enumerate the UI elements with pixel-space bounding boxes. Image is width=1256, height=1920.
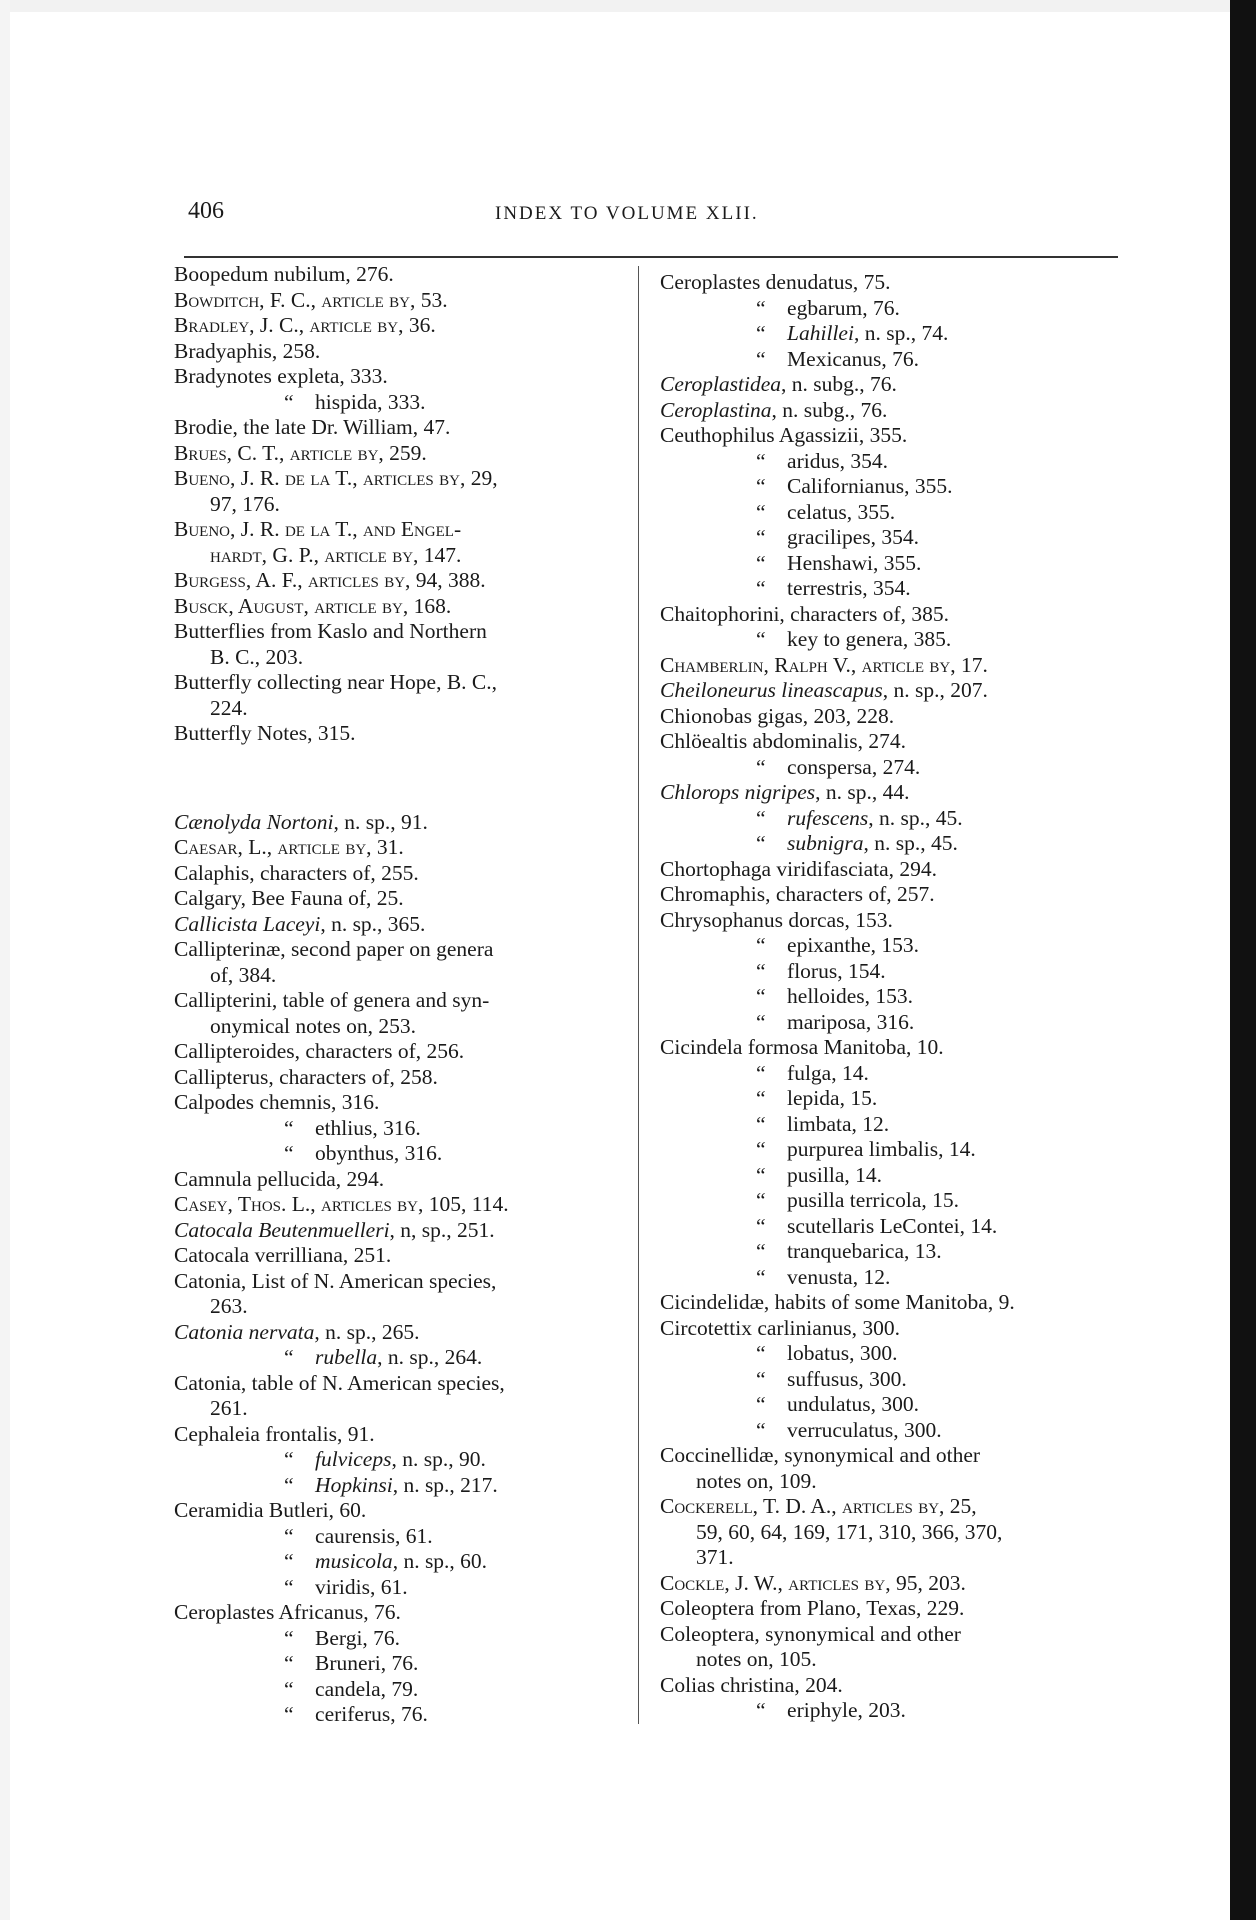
index-entry: Butterfly Notes, 315. <box>174 721 356 745</box>
index-entry: “ florus, 154. <box>756 958 886 983</box>
index-entry: Callipterus, characters of, 258. <box>174 1064 438 1089</box>
index-entry: Ceroplastina, n. subg., 76. <box>660 397 888 422</box>
index-entry: Ceroplastidea, n. subg., 76. <box>660 372 897 396</box>
index-entry: 97, 176. <box>210 491 280 516</box>
index-entry: Casey, Thos. L., articles by, 105, 114. <box>174 1192 509 1216</box>
index-entry: Cockle, J. W., articles by, 95, 203. <box>660 1570 966 1595</box>
index-entry: “ verruculatus, 300. <box>756 1417 942 1442</box>
index-entry: “ fulga, 14. <box>756 1060 869 1085</box>
index-entry: Chaitophorini, characters of, 385. <box>660 601 949 626</box>
index-entry: Callipteroides, characters of, 256. <box>174 1039 465 1063</box>
index-entry: “ Bruneri, 76. <box>284 1651 419 1675</box>
index-entry: Catonia, table of N. American species, <box>174 1370 505 1395</box>
index-entry: Cicindelidæ, habits of some Manitoba, 9. <box>660 1290 1015 1314</box>
index-entry: Cockerell, T. D. A., articles by, 25, <box>660 1494 977 1518</box>
index-entry: hardt, G. P., article by, 147. <box>210 542 462 567</box>
index-entry: Chrysophanus dorcas, 153. <box>660 907 893 932</box>
column-divider <box>638 266 639 1724</box>
index-entry: “ Hopkinsi, n. sp., 217. <box>284 1472 498 1497</box>
index-entry: “ lobatus, 300. <box>756 1341 898 1365</box>
index-entry: “ obynthus, 316. <box>284 1141 443 1165</box>
index-entry: Bowditch, F. C., article by, 53. <box>174 287 448 312</box>
index-entry: “ suffusus, 300. <box>756 1366 907 1391</box>
index-entry: Bueno, J. R. de la T., articles by, 29, <box>174 466 498 490</box>
page-number: 406 <box>188 198 224 224</box>
index-entry: “ candela, 79. <box>284 1676 419 1701</box>
index-entry: “ Mexicanus, 76. <box>756 346 920 371</box>
index-entry: Coccinellidæ, synonymical and other <box>660 1443 981 1467</box>
index-entry: notes on, 105. <box>696 1647 817 1671</box>
index-entry: Cephaleia frontalis, 91. <box>174 1421 375 1446</box>
index-entry: 59, 60, 64, 169, 171, 310, 366, 370, <box>696 1519 1003 1544</box>
index-entry: Calgary, Bee Fauna of, 25. <box>174 886 404 910</box>
index-entry: Ceroplastes Africanus, 76. <box>174 1600 401 1624</box>
index-entry: Butterflies from Kaslo and Northern <box>174 619 487 643</box>
index-entry: “ fulviceps, n. sp., 90. <box>284 1447 486 1471</box>
index-entry: “ viridis, 61. <box>284 1574 408 1599</box>
index-entry: Colias christina, 204. <box>660 1672 843 1697</box>
index-entry: “ epixanthe, 153. <box>756 933 919 957</box>
index-entry: Butterfly collecting near Hope, B. C., <box>174 670 498 694</box>
index-entry: Calaphis, characters of, 255. <box>174 860 419 885</box>
index-entry: “ gracilipes, 354. <box>756 525 919 549</box>
running-head: INDEX TO VOLUME XLII. <box>495 203 759 224</box>
index-entry: Ceramidia Butleri, 60. <box>174 1498 367 1522</box>
index-entry: Bradyaphis, 258. <box>174 338 321 363</box>
index-entry: “ subnigra, n. sp., 45. <box>756 831 958 855</box>
index-entry: “ rufescens, n. sp., 45. <box>756 805 963 830</box>
index-entry: 263. <box>210 1294 248 1318</box>
index-page <box>170 0 1120 1920</box>
index-entry: of, 384. <box>210 962 277 987</box>
index-entry: “ limbata, 12. <box>756 1111 890 1136</box>
index-entry: B. C., 203. <box>210 644 304 669</box>
index-entry: “ ethlius, 316. <box>284 1115 421 1140</box>
index-entry: “ Californianus, 355. <box>756 474 953 498</box>
index-entry: “ hispida, 333. <box>284 389 426 414</box>
index-column-left <box>174 262 636 1728</box>
index-entry: Callicista Laceyi, n. sp., 365. <box>174 911 426 936</box>
index-entry: onymical notes on, 253. <box>210 1013 417 1038</box>
index-entry: “ pusilla terricola, 15. <box>756 1188 959 1212</box>
index-entry: “ terrestris, 354. <box>756 576 911 600</box>
index-entry: notes on, 109. <box>696 1468 817 1493</box>
index-entry: Catonia nervata, n. sp., 265. <box>174 1319 420 1344</box>
scan-edge-right <box>1230 0 1256 1920</box>
index-entry: Callipterinæ, second paper on genera <box>174 937 494 961</box>
index-entry: Camnula pellucida, 294. <box>174 1166 385 1191</box>
index-entry: “ purpurea limbalis, 14. <box>756 1137 976 1161</box>
index-entry: “ Lahillei, n. sp., 74. <box>756 321 949 345</box>
index-entry: Bradynotes expleta, 333. <box>174 364 388 388</box>
index-entry: Cicindela formosa Manitoba, 10. <box>660 1035 944 1059</box>
index-entry: “ scutellaris LeContei, 14. <box>756 1213 998 1238</box>
index-entry: “ egbarum, 76. <box>756 295 900 320</box>
index-entry: Callipterini, table of genera and syn- <box>174 988 490 1012</box>
index-entry: “ helloides, 153. <box>756 984 914 1008</box>
index-entry: 261. <box>210 1396 248 1420</box>
index-entry: Catocala Beutenmuelleri, n, sp., 251. <box>174 1217 495 1242</box>
index-entry: “ ceriferus, 76. <box>284 1702 428 1726</box>
index-entry: Cheiloneurus lineascapus, n. sp., 207. <box>660 678 988 702</box>
index-column-right <box>660 270 1130 1724</box>
index-entry: “ Henshawi, 355. <box>756 550 922 575</box>
index-entry: “ conspersa, 274. <box>756 754 921 779</box>
index-entry: “ Bergi, 76. <box>284 1625 401 1650</box>
index-entry: “ venusta, 12. <box>756 1264 891 1289</box>
index-entry: Cænolyda Nortoni, n. sp., 91. <box>174 809 428 834</box>
index-entry: “ caurensis, 61. <box>284 1523 433 1548</box>
index-entry: Bueno, J. R. de la T., and Engel- <box>174 517 462 541</box>
index-entry: “ undulatus, 300. <box>756 1392 920 1416</box>
index-entry: Calpodes chemnis, 316. <box>174 1090 380 1114</box>
index-entry: “ lepida, 15. <box>756 1086 878 1110</box>
index-entry: “ musicola, n. sp., 60. <box>284 1549 488 1573</box>
index-entry: Busck, August, article by, 168. <box>174 593 452 618</box>
header-rule <box>184 256 1118 258</box>
index-entry: “ pusilla, 14. <box>756 1162 882 1187</box>
index-entry: Coleoptera, synonymical and other <box>660 1621 961 1646</box>
index-entry: “ rubella, n. sp., 264. <box>284 1345 483 1369</box>
index-entry: Chromaphis, characters of, 257. <box>660 882 935 906</box>
index-entry: “ celatus, 355. <box>756 499 896 524</box>
index-entry: Chortophaga viridifasciata, 294. <box>660 856 938 881</box>
index-entry: Chamberlin, Ralph V., article by, 17. <box>660 652 988 677</box>
index-entry: “ eriphyle, 203. <box>756 1698 906 1722</box>
index-entry: Burgess, A. F., articles by, 94, 388. <box>174 568 486 592</box>
index-entry: Brues, C. T., article by, 259. <box>174 440 427 465</box>
index-entry: Ceuthophilus Agassizii, 355. <box>660 423 908 447</box>
scan-edge-left <box>0 0 10 1920</box>
index-entry: Chlöealtis abdominalis, 274. <box>660 729 907 753</box>
index-entry: Catocala verrilliana, 251. <box>174 1243 392 1267</box>
index-entry: Ceroplastes denudatus, 75. <box>660 270 891 294</box>
index-entry: Bradley, J. C., article by, 36. <box>174 313 436 337</box>
index-entry: Boopedum nubilum, 276. <box>174 262 394 286</box>
index-entry: Chionobas gigas, 203, 228. <box>660 703 895 728</box>
index-entry: Catonia, List of N. American species, <box>174 1268 497 1293</box>
index-entry: Coleoptera from Plano, Texas, 229. <box>660 1596 965 1620</box>
section-gap <box>174 747 636 810</box>
index-entry: Chlorops nigripes, n. sp., 44. <box>660 780 910 804</box>
index-entry: “ key to genera, 385. <box>756 627 952 651</box>
index-entry: Brodie, the late Dr. William, 47. <box>174 415 451 439</box>
index-entry: 371. <box>696 1545 734 1569</box>
index-entry: “ tranquebarica, 13. <box>756 1239 942 1263</box>
index-entry: “ aridus, 354. <box>756 448 888 473</box>
index-entry: 224. <box>210 695 248 720</box>
index-entry: Caesar, L., article by, 31. <box>174 835 404 859</box>
index-entry: “ mariposa, 316. <box>756 1009 915 1034</box>
index-entry: Circotettix carlinianus, 300. <box>660 1315 901 1340</box>
